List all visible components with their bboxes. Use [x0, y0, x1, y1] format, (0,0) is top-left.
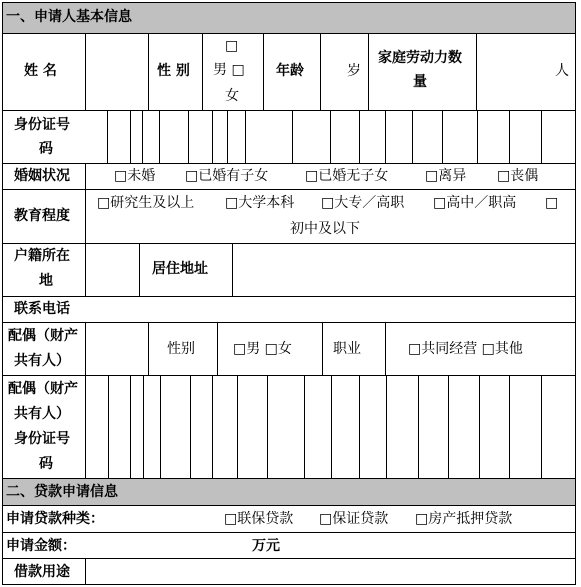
rule — [130, 110, 131, 163]
loan-type-mortgage[interactable]: □房产抵押贷款 — [415, 511, 513, 527]
rule — [2, 296, 576, 297]
loan-application-form — [2, 2, 576, 585]
marital-option-married-no-children[interactable]: □已婚无子女 — [305, 168, 389, 184]
family-labor-label-2: 量 — [413, 74, 427, 90]
rule — [85, 322, 86, 375]
education-label: 教育程度 — [14, 208, 70, 224]
loan-type-label: 申请贷款种类： — [6, 511, 104, 527]
rule — [143, 375, 144, 478]
spouse-label: 配偶（财产 — [8, 328, 78, 344]
rule — [477, 110, 478, 163]
rule — [159, 110, 160, 163]
huji-label-2: 地 — [39, 273, 53, 289]
edu-option-junior-checkbox[interactable]: □ — [545, 195, 559, 211]
rule — [479, 375, 480, 478]
rule — [509, 375, 510, 478]
rule — [418, 375, 419, 478]
rule — [331, 375, 332, 478]
rule — [227, 110, 228, 163]
loan-amount-unit: 万元 — [252, 538, 280, 554]
rule — [267, 375, 268, 478]
rule — [108, 375, 109, 478]
rule — [2, 33, 576, 34]
rule — [292, 110, 293, 163]
name-label: 姓 名 — [24, 63, 57, 79]
rule — [130, 375, 131, 478]
rule — [85, 33, 86, 110]
family-labor-unit: 人 — [555, 63, 569, 79]
age-unit: 岁 — [347, 63, 361, 79]
rule — [139, 243, 140, 296]
marital-option-widowed[interactable]: □丧偶 — [497, 168, 539, 184]
phone-label: 联系电话 — [14, 301, 70, 317]
gender-option-male[interactable]: 男 □ — [213, 62, 245, 78]
spouse-job-options[interactable]: □共同经营 □其他 — [408, 341, 523, 357]
spouse-gender-label: 性别 — [167, 341, 195, 357]
marital-option-unmarried[interactable]: □未婚 — [114, 168, 156, 184]
huji-label: 户籍所在 — [14, 248, 70, 264]
spouse-id-label-3: 身份证号 — [14, 431, 70, 447]
spouse-label-2: 共有人） — [14, 353, 70, 369]
id-number-label-2: 码 — [39, 141, 53, 157]
rule — [304, 375, 305, 478]
rule — [386, 375, 387, 478]
rule — [320, 33, 321, 110]
gender-option-female: 女 — [225, 88, 239, 104]
rule — [442, 110, 443, 163]
spouse-job-label: 职业 — [333, 341, 361, 357]
rule — [217, 322, 218, 375]
marital-label: 婚姻状况 — [14, 168, 70, 184]
rule — [237, 375, 238, 478]
spouse-id-label: 配偶（财产 — [8, 381, 78, 397]
rule — [212, 110, 213, 163]
rule — [148, 33, 149, 110]
section1-title: 一、申请人基本信息 — [6, 9, 132, 25]
rule — [368, 33, 369, 110]
rule — [2, 2, 576, 3]
rule — [575, 2, 576, 585]
address-label: 居住地址 — [152, 261, 208, 277]
edu-option-highschool[interactable]: □高中／职高 — [433, 195, 517, 211]
rule — [2, 322, 576, 323]
rule — [85, 375, 86, 478]
family-labor-label: 家庭劳动力数 — [378, 50, 462, 66]
spouse-id-label-4: 码 — [39, 456, 53, 472]
rule — [509, 110, 510, 163]
age-label: 年龄 — [276, 63, 304, 79]
rule — [476, 33, 477, 110]
rule — [385, 322, 386, 375]
id-number-label: 身份证号 — [14, 117, 70, 133]
rule — [212, 375, 213, 478]
rule — [2, 243, 576, 244]
rule — [245, 110, 246, 163]
rule — [85, 163, 86, 296]
rule — [2, 2, 3, 585]
rule — [359, 375, 360, 478]
rule — [330, 110, 331, 163]
marital-option-married-children[interactable]: □已婚有子女 — [185, 168, 269, 184]
marital-option-divorced[interactable]: □离异 — [425, 168, 467, 184]
spouse-gender-options[interactable]: □男 □女 — [233, 341, 292, 357]
rule — [359, 110, 360, 163]
rule — [2, 584, 576, 585]
rule — [107, 110, 108, 163]
rule — [412, 110, 413, 163]
rule — [263, 33, 264, 110]
loan-amount-label: 申请金额： — [6, 538, 76, 554]
edu-option-junior: 初中及以下 — [290, 221, 360, 237]
rule — [2, 558, 576, 559]
rule — [448, 375, 449, 478]
rule — [190, 375, 191, 478]
rule — [2, 110, 576, 111]
rule — [2, 375, 576, 376]
rule — [232, 243, 233, 296]
gender-label: 性 别 — [157, 63, 190, 79]
edu-option-bachelor[interactable]: □大学本科 — [225, 195, 295, 211]
edu-option-college[interactable]: □大专／高职 — [321, 195, 405, 211]
loan-type-guarantee[interactable]: □保证贷款 — [319, 511, 389, 527]
gender-checkbox-1[interactable]: □ — [225, 38, 239, 54]
rule — [142, 110, 143, 163]
rule — [541, 375, 542, 478]
rule — [385, 110, 386, 163]
edu-option-postgrad[interactable]: □研究生及以上 — [97, 195, 195, 211]
loan-type-joint[interactable]: □联保贷款 — [224, 511, 294, 527]
rule — [2, 163, 576, 164]
rule — [188, 110, 189, 163]
rule — [541, 110, 542, 163]
rule — [322, 322, 323, 375]
rule — [202, 33, 203, 110]
spouse-id-label-2: 共有人） — [14, 406, 70, 422]
loan-use-label: 借款用途 — [14, 564, 70, 580]
rule — [85, 558, 86, 584]
section2-title: 二、贷款申请信息 — [6, 484, 118, 500]
rule — [2, 532, 576, 533]
rule — [160, 375, 161, 478]
rule — [148, 322, 149, 375]
